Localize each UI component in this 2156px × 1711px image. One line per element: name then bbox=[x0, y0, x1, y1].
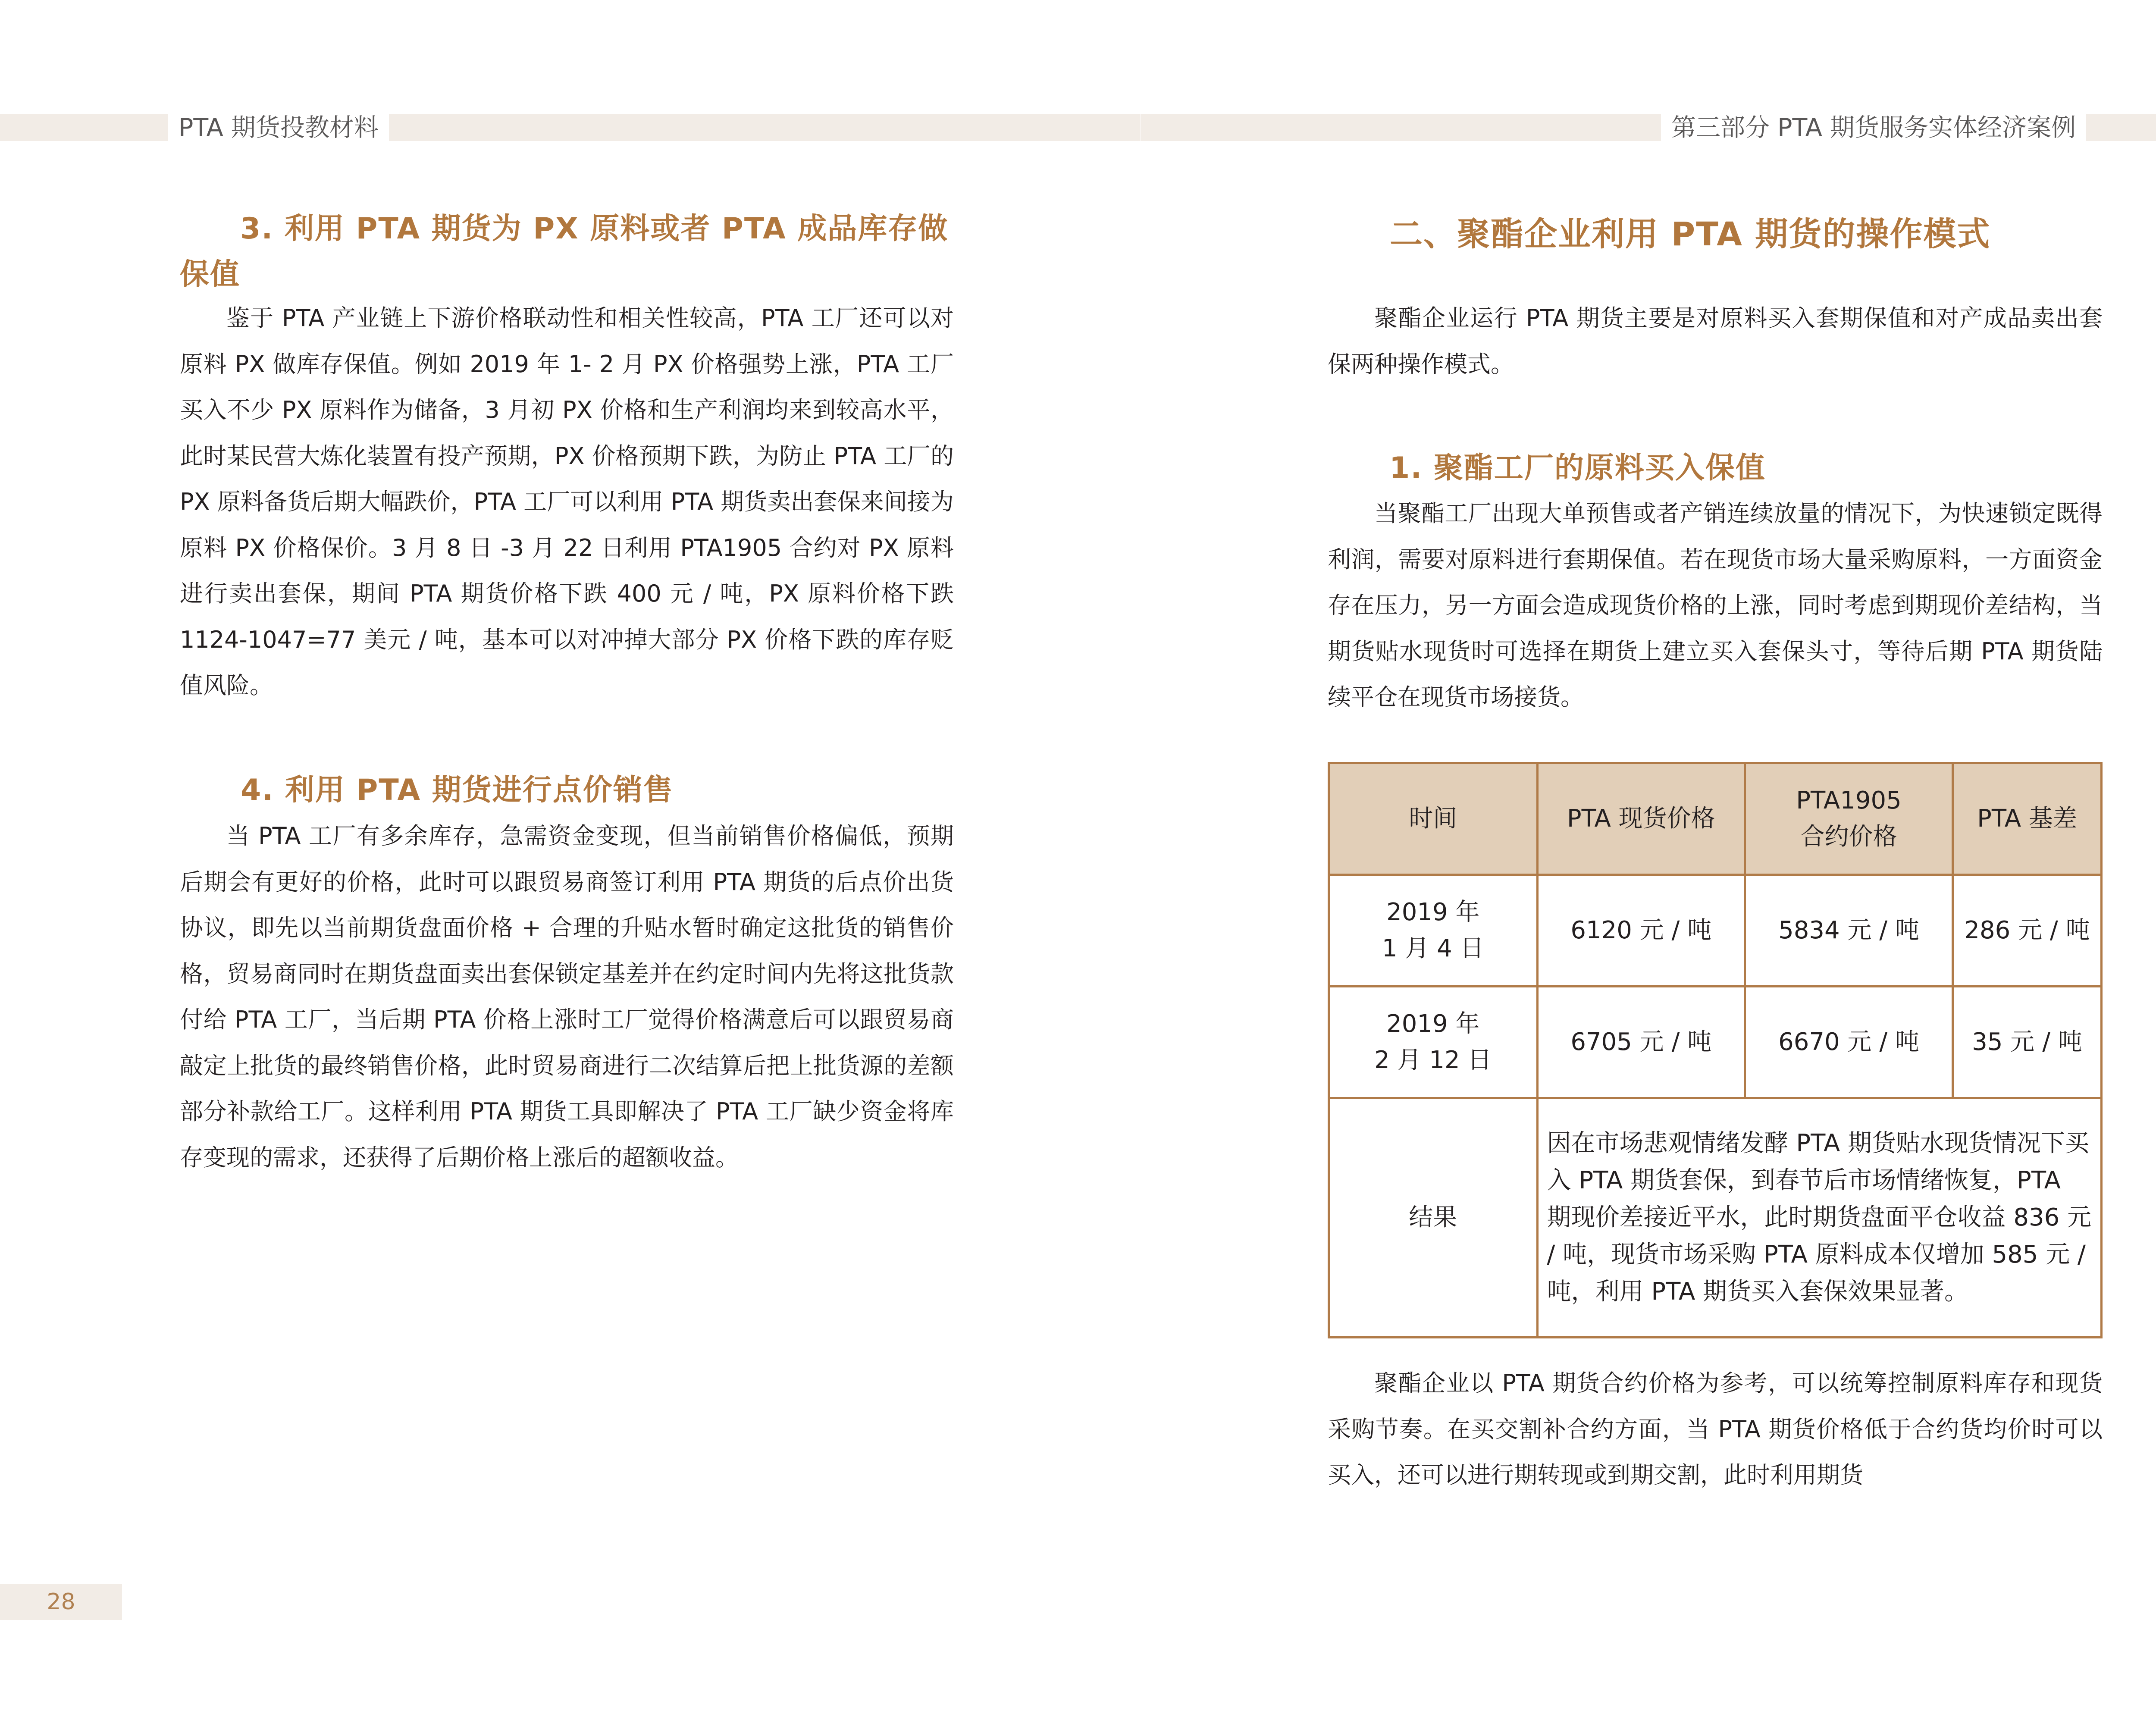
header-cell-basis: PTA 基差 bbox=[1953, 763, 2102, 875]
cell-basis: 35 元 / 吨 bbox=[1953, 987, 2102, 1098]
body-paragraph: 当 PTA 工厂有多余库存，急需资金变现，但当前销售价格偏低，预期后期会有更好的价格，此时可以跟贸易商签订利用 PTA 期货的后点价出货协议，即先以当前期货盘面价格 + 合理的升贴水暂时确定这批货的销售价格，贸易商同时在期货盘面卖出套保锁定基差并在约定时间内先将这批货款付给 PTA 工厂，当后期 PTA 价格上涨时工厂觉得价格满意后可以跟贸易商敲定上批货的最终销售价格，此时贸易商进行二次结算后把上批货源的差额部分补款给工厂。这样利用 PTA 期货工具即解决了 PTA 工厂缺少资金将库存变现的需求，还获得了后期价格上涨后的超额收益。 bbox=[180, 822, 954, 1171]
header-cell-spot-price: PTA 现货价格 bbox=[1537, 763, 1745, 875]
body-paragraph: 聚酯企业运行 PTA 期货主要是对原料买入套期保值和对产成品卖出套保两种操作模式。 bbox=[1328, 304, 2103, 378]
section-heading: 1. 聚酯工厂的原料买入保值 bbox=[1389, 451, 1766, 485]
body-paragraph: 当聚酯工厂出现大单预售或者产销连续放量的情况下，为快速锁定既得利润，需要对原料进行套期保值。若在现货市场大量采购原料，一方面资金存在压力，另一方面会造成现货价格的上涨，同时考虑到期现价差结构，当期货贴水现货时可选择在期货上建立买入套保头寸，等待后期 PTA 期货陆续平仓在现货市场接货。 bbox=[1328, 500, 2103, 711]
cell-spot-price: 6705 元 / 吨 bbox=[1537, 987, 1745, 1098]
cell-basis: 286 元 / 吨 bbox=[1953, 875, 2102, 987]
table-row-result bbox=[1329, 1098, 2102, 1338]
body-paragraph: 鉴于 PTA 产业链上下游价格联动性和相关性较高，PTA 工厂还可以对原料 PX 做库存保值。例如 2019 年 1- 2 月 PX 价格强势上涨，PTA 工厂买入不少 PX 原料作为储备，3 月初 PX 价格和生产利润均来到较高水平，此时某民营大炼化装置有投产预期，PX 价格预期下跌，为防止 PTA 工厂的 PX 原料备货后期大幅跌价，PTA 工厂可以利用 PTA 期货卖出套保来间接为原料 PX 价格保价。3 月 8 日 -3 月 22 日利用 PTA1905 合约对 PX 原料进行卖出套保，期间 PTA 期货价格下跌 400 元 / 吨，PX 原料价格下跌 1124-1047=77 美元 / 吨，基本可以对冲掉大部分 PX 价格下跌的库存贬值风险。 bbox=[180, 304, 954, 699]
body-paragraph: 聚酯企业以 PTA 期货合约价格为参考，可以统筹控制原料库存和现货采购节奏。在买交割补合约方面，当 PTA 期货价格低于合约货均价时可以买入，还可以进行期转现或到期交割，此时利用期货 bbox=[1328, 1369, 2103, 1489]
table-row bbox=[1329, 875, 2102, 987]
cell-date: 2019 年 2 月 12 日 bbox=[1329, 987, 1538, 1098]
table-header-row bbox=[1329, 763, 2102, 875]
cell-spot-price: 6120 元 / 吨 bbox=[1537, 875, 1745, 987]
header-cell-contract-price: PTA1905 合约价格 bbox=[1745, 763, 1953, 875]
cell-result-label: 结果 bbox=[1329, 1098, 1538, 1338]
cell-contract-price: 5834 元 / 吨 bbox=[1745, 875, 1953, 987]
running-header: PTA 期货投教材料 bbox=[168, 109, 389, 147]
running-header: 第三部分 PTA 期货服务实体经济案例 bbox=[1661, 109, 2086, 147]
section-heading: 3. 利用 PTA 期货为 PX 原料或者 PTA 成品库存做保值 bbox=[180, 212, 949, 291]
hedge-table bbox=[1328, 762, 2103, 1338]
chapter-heading: 二、聚酯企业利用 PTA 期货的操作模式 bbox=[1390, 215, 1991, 253]
table-row bbox=[1329, 987, 2102, 1098]
cell-contract-price: 6670 元 / 吨 bbox=[1745, 987, 1953, 1098]
cell-result-text: 因在市场悲观情绪发酵 PTA 期货贴水现货情况下买入 PTA 期货套保，到春节后市场情绪恢复，PTA 期现价差接近平水，此时期货盘面平仓收益 836 元 / 吨，现货市场采购 PTA 原料成本仅增加 585 元 / 吨，利用 PTA 期货买入套保效果显著。 bbox=[1537, 1098, 2101, 1338]
cell-date: 2019 年 1 月 4 日 bbox=[1329, 875, 1538, 987]
page-number: 28 bbox=[0, 1584, 122, 1620]
header-cell-time: 时间 bbox=[1329, 763, 1538, 875]
section-heading: 4. 利用 PTA 期货进行点价销售 bbox=[241, 773, 674, 807]
